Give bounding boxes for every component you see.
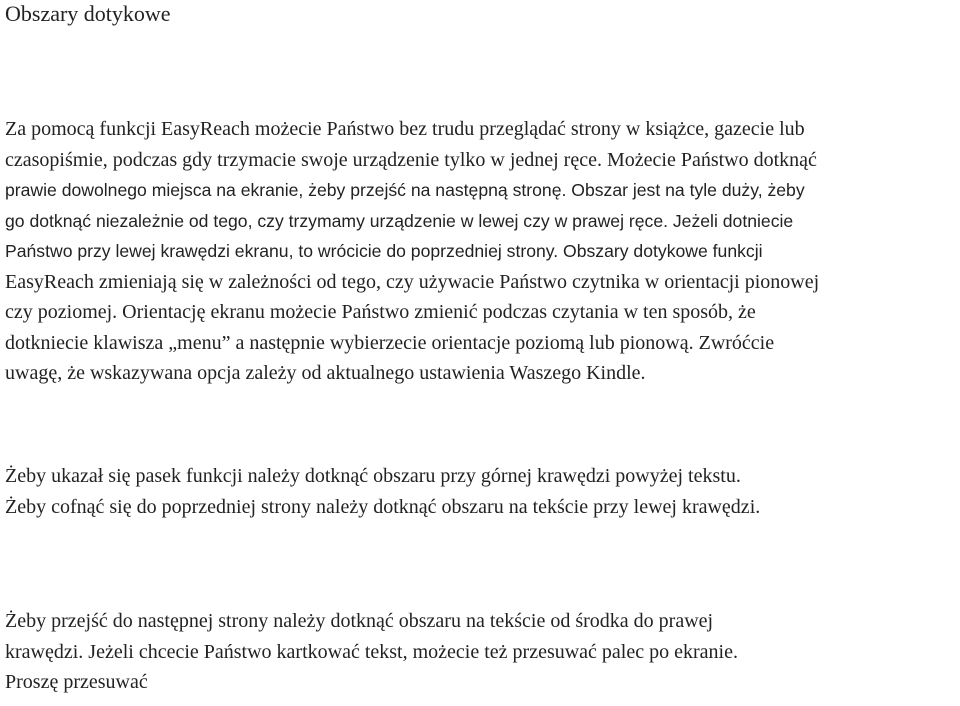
page-title: Obszary dotykowe [5, 1, 171, 26]
paragraph-toolbar-back [5, 461, 957, 522]
text-line: go dotknąć niezależnie od tego, czy trzymamy urządzenie w lewej czy w prawej ręce. Jeżeli dotniecie [5, 210, 794, 231]
text-line: Żeby ukazał się pasek funkcji należy dotknąć obszaru przy górnej krawędzi powyżej tekstu. [5, 465, 741, 487]
paragraph-easyreach-intro [5, 114, 957, 389]
paragraph-next-page [5, 606, 957, 698]
text-line: krawędzi. Jeżeli chcecie Państwo kartkować tekst, możecie też przesuwać palec po ekranie. [5, 640, 738, 663]
text-line: czy poziomej. Orientację ekranu możecie Państwo zmienić podczas czytania w ten sposób, że [5, 301, 756, 323]
text-line: Proszę przesuwać [5, 671, 148, 693]
text-line: EasyReach zmieniają się w zależności od tego, czy używacie Państwo czytnika w orientacji pionowej [5, 270, 820, 293]
text-line: Za pomocą funkcji EasyReach możecie Państwo bez trudu przeglądać strony w książce, gazecie lub [5, 118, 805, 140]
text-line: uwagę, że wskazywana opcja zależy od aktualnego ustawienia Waszego Kindle. [5, 362, 646, 384]
text-line: Państwo przy lewej krawędzi ekranu, to wrócicie do poprzedniej strony. Obszary dotykowe funkcji [5, 241, 763, 261]
text-line: Żeby przejść do następnej strony należy dotknąć obszaru na tekście od środka do prawej [5, 610, 714, 632]
text-line: dotkniecie klawisza „menu” a następnie wybierzecie orientacje poziomą lub pionową. Zwróćcie [5, 331, 775, 354]
text-line: czasopiśmie, podczas gdy trzymacie swoje urządzenie tylko w jednej ręce. Możecie Państwo dotknąć [5, 148, 817, 171]
text-line: Żeby cofnąć się do poprzedniej strony należy dotknąć obszaru na tekście przy lewej krawędzi. [5, 495, 761, 518]
text-line: prawie dowolnego miejsca na ekranie, żeby przejść na następną stronę. Obszar jest na tyle duży, żeby [5, 180, 805, 200]
